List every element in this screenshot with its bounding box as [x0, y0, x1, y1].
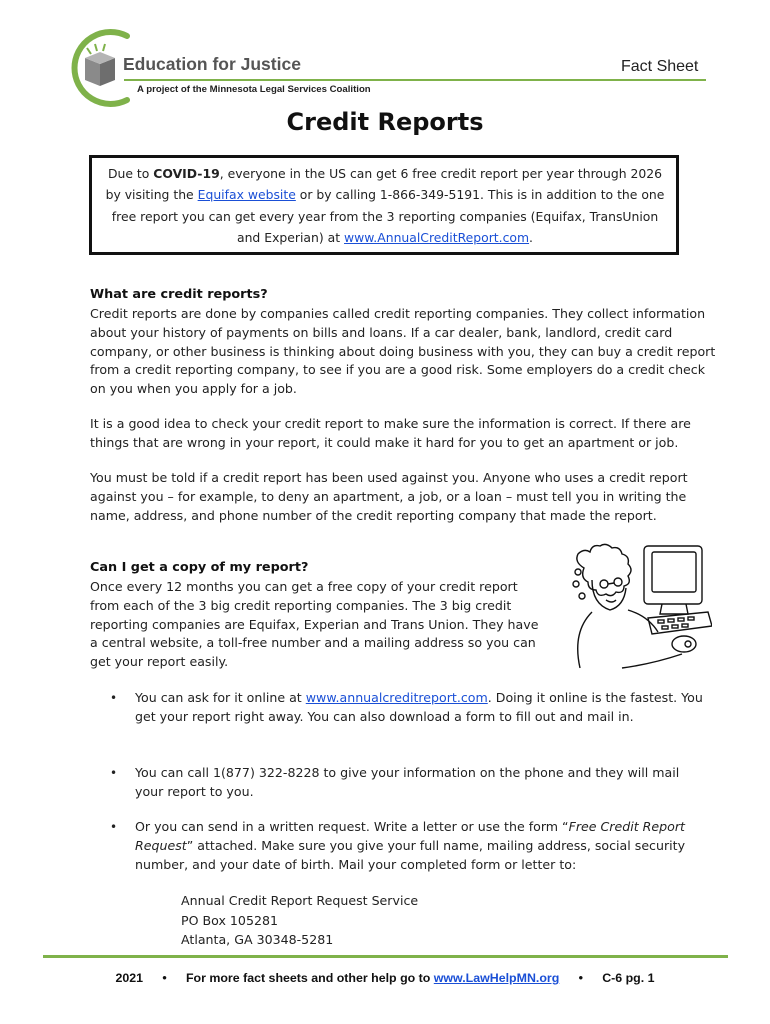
covid-callout-text: Due to COVID-19, everyone in the US can get 6 free credit report per year through 2026 by visiting the Equifax website or by calling 1-866-349-5191. This is in addition to the one free report you can get every year from the 3 reporting companies (Equifax, TransUnion and Experian) at www.AnnualCreditReport.com. [105, 166, 665, 245]
footer-separator: • [578, 971, 583, 985]
doc-type-label: Fact Sheet [621, 58, 699, 75]
footer-rule [43, 955, 728, 958]
woman-at-computer-illustration [562, 540, 712, 670]
org-tagline: A project of the Minnesota Legal Services Coalition [137, 84, 371, 95]
list-item-text: You can ask for it online at www.annualcreditreport.com. Doing it online is the fastest. You get your report right away. You can also download a form to fill out and mail in. [135, 690, 703, 724]
paragraph: It is a good idea to check your credit report to make sure the information is correct. If there are things that are wrong in your report, it could make it hard for you to get an apartment or job. [90, 416, 691, 450]
paragraph: Once every 12 months you can get a free copy of your credit report from each of the 3 big credit reporting companies. The 3 big credit reporting companies are Equifax, Experian and Trans Union. They have a central website, a toll-free number and a mailing address so you can get your report easily. [90, 579, 539, 670]
header-rule [124, 79, 706, 81]
footer-separator: • [162, 971, 167, 985]
paragraph: You must be told if a credit report has been used against you. Anyone who uses a credit report against you – for example, to deny an apartment, a job, or a loan – must tell you in writing the name, address, and phone number of the credit reporting company that made the report. [90, 470, 688, 523]
footer-text: For more fact sheets and other help go to [185, 971, 434, 985]
list-item-text: You can call 1(877) 322-8228 to give your information on the phone and they will mail your report to you. [135, 765, 680, 799]
lawhelpmn-link[interactable]: www.LawHelpMN.org [433, 971, 560, 985]
address-line: Annual Credit Report Request Service [181, 893, 419, 908]
equifax-link[interactable]: Equifax website [197, 187, 296, 203]
address-line: PO Box 105281 [181, 912, 278, 928]
bullet-icon: • [110, 820, 118, 834]
bullet-icon: • [110, 691, 118, 705]
paragraph: Credit reports are done by companies called credit reporting companies. They collect information about your history of payments on bills and loans. If a car dealer, bank, landlord, credit card company, or other business is thinking about doing business with you, they can buy a credit report from a credit reporting company, to see if you are a good risk. Some employers do a credit check on you when you apply for a job. [90, 306, 716, 397]
footer-year: 2021 [115, 971, 144, 985]
address-line: Atlanta, GA 30348-5281 [181, 932, 334, 947]
section-heading-get-a-copy: Can I get a copy of my report? [90, 560, 309, 575]
annualcreditreport-link[interactable]: www.AnnualCreditReport.com [344, 229, 530, 245]
page-number: C-6 pg. 1 [602, 971, 655, 985]
page-title: Credit Reports [286, 108, 484, 136]
book-icon [85, 44, 115, 86]
org-name: Education for Justice [123, 54, 301, 74]
list-item-text: Or you can send in a written request. Write a letter or use the form “Free Credit Report Request” attached. Make sure you give your full name, mailing address, social security number, and your date of birth. Mail your completed form or letter to: [135, 819, 686, 872]
annualcreditreport-lower-link[interactable]: www.annualcreditreport.com [305, 690, 488, 705]
section-heading-what-are-credit-reports: What are credit reports? [90, 287, 268, 302]
footer [0, 971, 770, 985]
mailing-address [181, 891, 418, 950]
bullet-icon: • [110, 766, 118, 780]
